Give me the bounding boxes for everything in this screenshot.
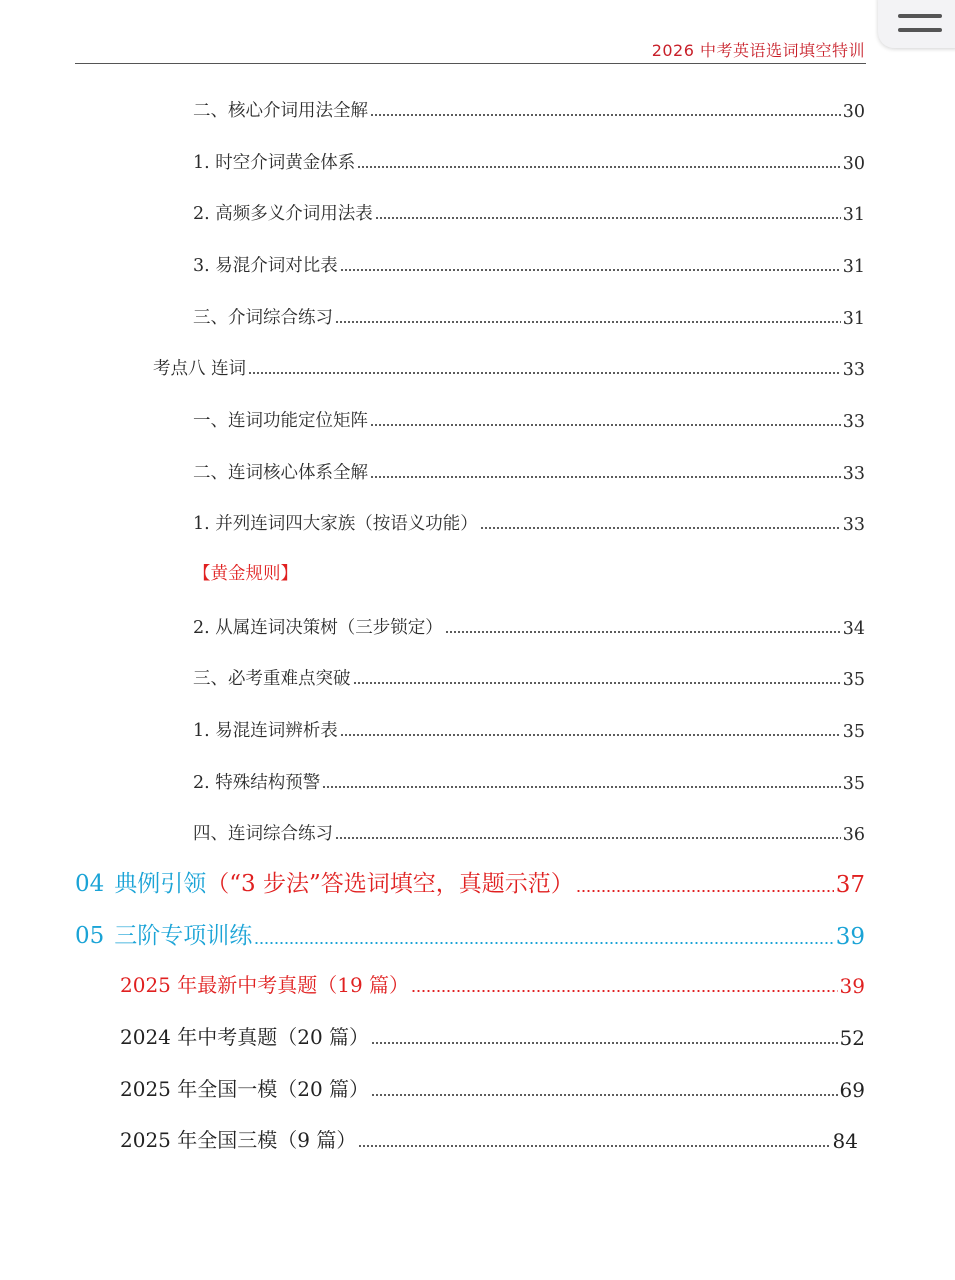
section-title: 三阶专项训练 (114, 923, 253, 949)
page-header-title: 2026 中考英语选词填空特训 (651, 41, 865, 60)
hamburger-menu-icon (898, 14, 942, 18)
toc-entry[interactable]: 四、连词综合练习 36 (193, 824, 865, 845)
toc-entry[interactable]: 二、连词核心体系全解 33 (193, 463, 865, 484)
toc-entry[interactable]: 考点八 连词 33 (153, 359, 865, 380)
toc-entry[interactable]: 3. 易混介词对比表 31 (193, 256, 865, 277)
section-subtitle: （“3 步法”答选词填空，真题示范） (206, 871, 574, 897)
section-number: 05 (75, 923, 105, 949)
toc-entry[interactable]: 三、介词综合练习 31 (193, 308, 865, 329)
toc-entry[interactable]: 1. 并列连词四大家族（按语义功能） 33 (193, 514, 865, 535)
toc-section-04[interactable]: 04 典例引领（“3 步法”答选词填空，真题示范） 37 (75, 871, 865, 898)
toc-entry[interactable]: 2025 年全国三模（9 篇） 84 (120, 1128, 858, 1153)
toc-entry[interactable]: 2025 年最新中考真题（19 篇） 39 (120, 973, 865, 998)
toc-entry[interactable]: 二、核心介词用法全解 30 (193, 101, 865, 122)
toc-entry[interactable]: 2. 特殊结构预警 35 (193, 773, 865, 794)
toc-entry[interactable]: 一、连词功能定位矩阵 33 (193, 411, 865, 432)
section-title: 典例引领 (114, 871, 207, 897)
toc-entry[interactable]: 三、必考重难点突破 35 (193, 669, 865, 690)
toc-entry[interactable]: 2. 从属连词决策树（三步锁定） 34 (193, 618, 865, 639)
toc-entry[interactable]: 2. 高频多义介词用法表 31 (193, 204, 865, 225)
toc-section-05[interactable]: 05 三阶专项训练 39 (75, 923, 865, 950)
header-divider (75, 63, 866, 64)
toc-entry[interactable]: 2024 年中考真题（20 篇） 52 (120, 1025, 865, 1050)
toc-entry[interactable]: 1. 易混连词辨析表 35 (193, 721, 865, 742)
toc-entry[interactable]: 1. 时空介词黄金体系 30 (193, 153, 865, 174)
golden-rule-label: 【黄金规则】 (193, 564, 298, 584)
section-number: 04 (75, 871, 105, 897)
menu-button[interactable] (878, 0, 955, 48)
toc-entry[interactable]: 2025 年全国一模（20 篇） 69 (120, 1077, 865, 1102)
